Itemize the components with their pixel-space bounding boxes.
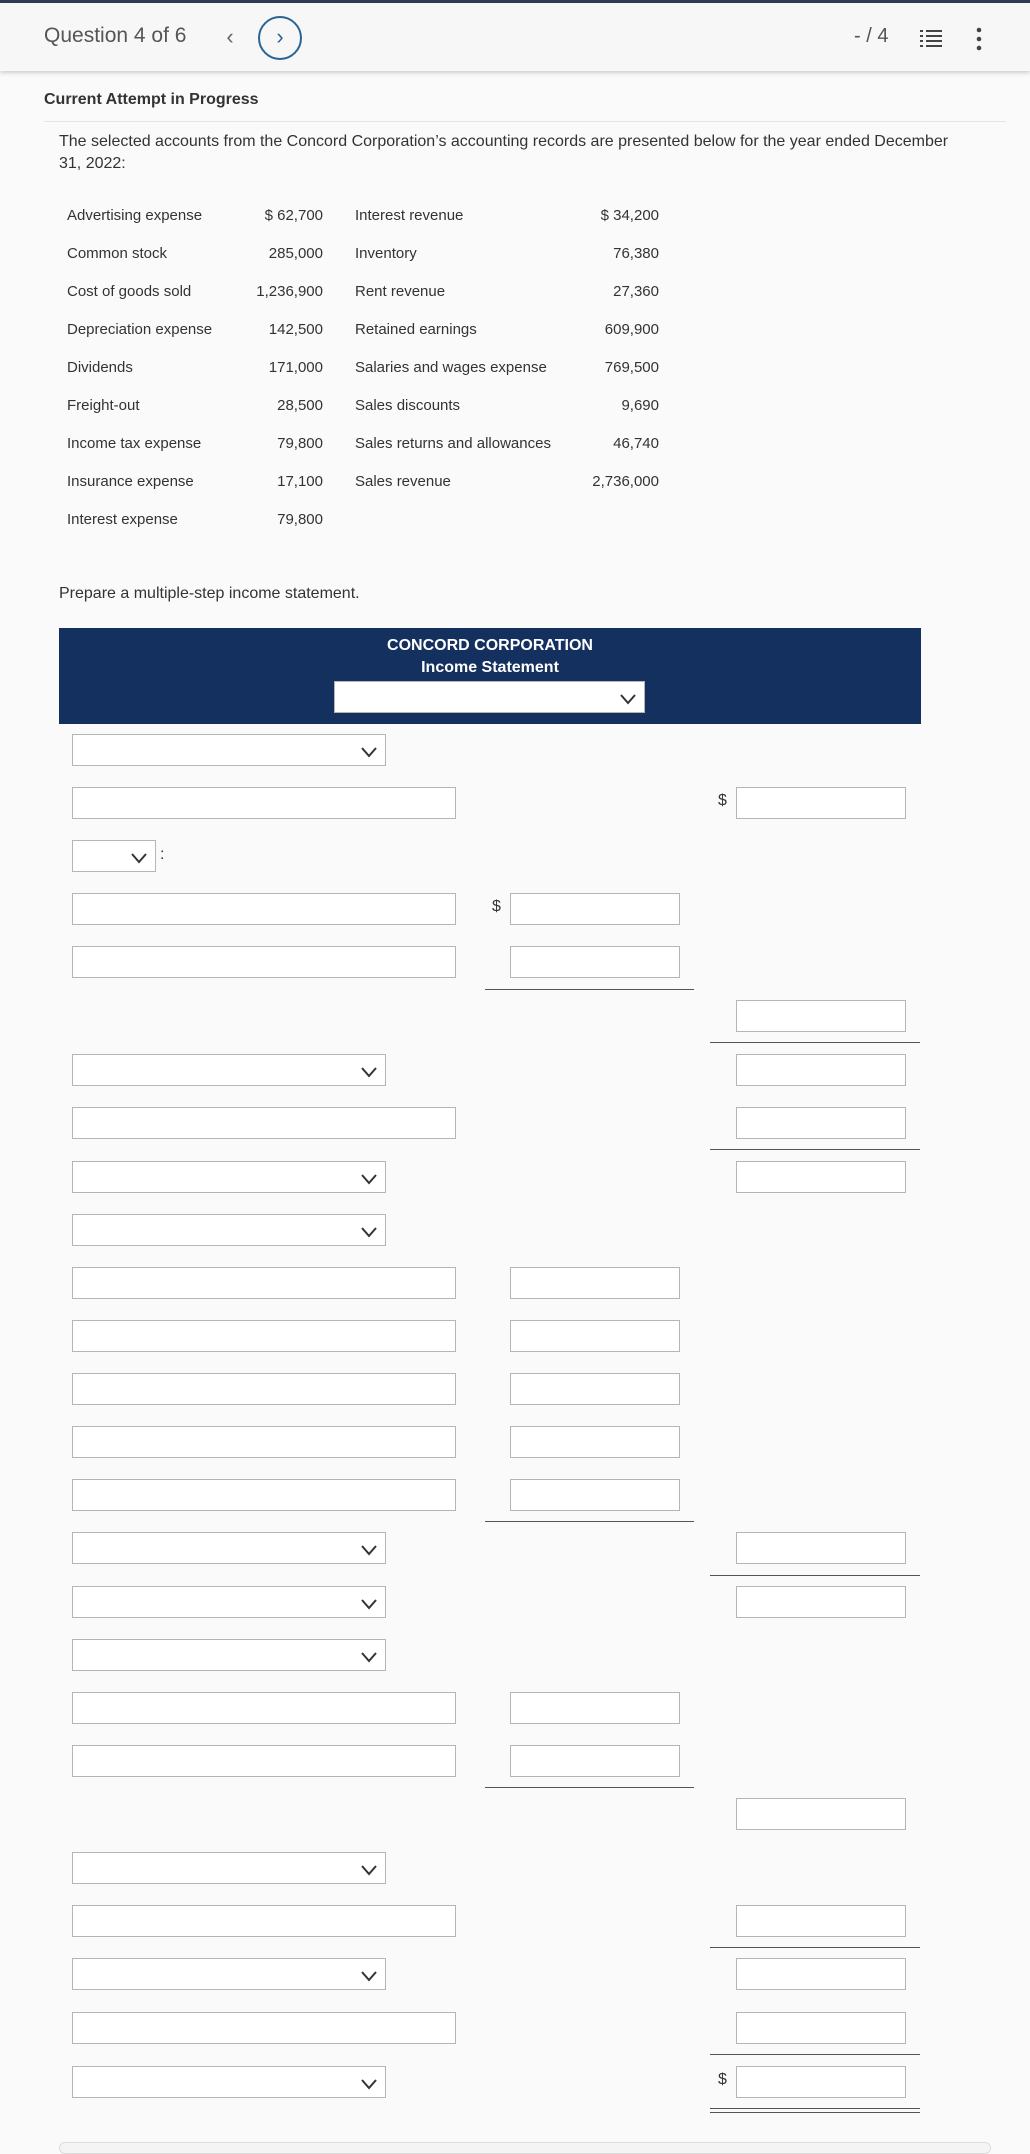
right-account-amount: 76,380 (613, 245, 659, 262)
amount-input[interactable] (510, 1479, 680, 1511)
left-account-amount: $ 62,700 (264, 207, 323, 224)
account-name-input[interactable] (72, 2012, 456, 2044)
right-account-name: Interest revenue (355, 207, 464, 224)
statement-line-dropdown[interactable] (72, 1054, 386, 1086)
total-rule (485, 1521, 694, 1522)
left-account-amount: 17,100 (277, 473, 323, 490)
chevron-down-icon (361, 1969, 377, 1981)
net-income-input[interactable] (736, 2066, 906, 2098)
account-name-input[interactable] (72, 1267, 456, 1299)
currency-symbol: $ (718, 792, 727, 809)
less-label-dropdown[interactable] (72, 840, 156, 872)
company-name: CONCORD CORPORATION (387, 637, 593, 654)
statement-line-dropdown[interactable] (72, 2066, 386, 2098)
account-name-input[interactable] (72, 893, 456, 925)
currency-symbol: $ (492, 898, 501, 915)
statement-line-dropdown[interactable] (72, 1958, 386, 1990)
chevron-down-icon (620, 692, 636, 704)
statement-line-dropdown[interactable] (72, 1586, 386, 1618)
account-name-input[interactable] (72, 1320, 456, 1352)
left-account-name: Dividends (67, 359, 133, 376)
chevron-left-icon: ‹ (226, 24, 234, 49)
total-rule (710, 1149, 920, 1150)
amount-input[interactable] (510, 893, 680, 925)
right-account-amount: 609,900 (604, 321, 659, 338)
amount-total-input[interactable] (736, 787, 906, 819)
account-name-input[interactable] (72, 1745, 456, 1777)
amount-input[interactable] (510, 1426, 680, 1458)
label-colon: : (160, 846, 165, 863)
left-account-amount: 285,000 (268, 245, 323, 262)
amount-input[interactable] (510, 1373, 680, 1405)
total-rule (485, 1787, 694, 1788)
left-account-name: Freight-out (67, 397, 140, 414)
amount-total-input[interactable] (736, 1000, 906, 1032)
chevron-down-icon (361, 1597, 377, 1609)
total-rule (710, 1042, 920, 1043)
amount-total-input[interactable] (736, 1905, 906, 1937)
left-account-name: Depreciation expense (67, 321, 213, 338)
account-name-input[interactable] (72, 1479, 456, 1511)
amount-total-input[interactable] (736, 1958, 906, 1990)
currency-symbol: $ (718, 2071, 727, 2088)
amount-input[interactable] (510, 1320, 680, 1352)
left-account-amount: 1,236,900 (256, 283, 323, 300)
account-name-input[interactable] (72, 787, 456, 819)
chevron-down-icon (361, 1543, 377, 1555)
amount-total-input[interactable] (736, 1161, 906, 1193)
amount-total-input[interactable] (736, 1054, 906, 1086)
question-counter: Question 4 of 6 (44, 24, 187, 47)
account-name-input[interactable] (72, 1692, 456, 1724)
amount-input[interactable] (510, 946, 680, 978)
total-rule (710, 1947, 920, 1948)
right-account-name: Rent revenue (355, 283, 446, 300)
left-account-amount: 142,500 (268, 321, 323, 338)
attempt-status: Current Attempt in Progress (44, 91, 259, 108)
problem-intro: The selected accounts from the Concord Corporation’s accounting records are presented below for the year ended December 31, 2022: (59, 133, 949, 172)
account-name-input[interactable] (72, 1373, 456, 1405)
right-account-amount: 27,360 (613, 283, 659, 300)
amount-total-input[interactable] (736, 1798, 906, 1830)
list-icon[interactable] (920, 29, 942, 49)
divider (44, 121, 1006, 122)
next-question-button[interactable] (258, 16, 302, 60)
amount-total-input[interactable] (736, 2012, 906, 2044)
statement-line-dropdown[interactable] (72, 1852, 386, 1884)
account-name-input[interactable] (72, 1905, 456, 1937)
chevron-down-icon (361, 1065, 377, 1077)
chevron-down-icon (361, 745, 377, 757)
chevron-down-icon (361, 1863, 377, 1875)
left-account-amount: 79,800 (277, 511, 323, 528)
right-account-amount: $ 34,200 (600, 207, 659, 224)
next-section-card (59, 2142, 991, 2154)
more-vert-icon[interactable] (976, 27, 982, 51)
left-account-amount: 79,800 (277, 435, 323, 452)
statement-title: Income Statement (421, 659, 559, 676)
right-account-name: Sales revenue (355, 473, 451, 490)
right-account-name: Retained earnings (355, 321, 477, 338)
statement-line-dropdown[interactable] (72, 1532, 386, 1564)
account-name-input[interactable] (72, 1107, 456, 1139)
left-account-name: Advertising expense (67, 207, 203, 224)
amount-total-input[interactable] (736, 1532, 906, 1564)
chevron-down-icon (361, 2077, 377, 2089)
score-display: - / 4 (854, 25, 889, 47)
left-account-name: Income tax expense (67, 435, 202, 452)
statement-line-dropdown[interactable] (72, 1214, 386, 1246)
right-account-name: Inventory (355, 245, 417, 262)
right-account-amount: 769,500 (604, 359, 659, 376)
amount-total-input[interactable] (736, 1586, 906, 1618)
right-account-name: Salaries and wages expense (355, 359, 547, 376)
question-header (0, 3, 1030, 71)
left-account-name: Insurance expense (67, 473, 194, 490)
statement-line-dropdown[interactable] (72, 1639, 386, 1671)
statement-line-dropdown[interactable] (72, 734, 386, 766)
total-rule (710, 1575, 920, 1576)
instruction-text: Prepare a multiple-step income statement. (59, 585, 360, 602)
chevron-right-icon: › (276, 24, 284, 49)
left-account-amount: 171,000 (268, 359, 323, 376)
statement-line-dropdown[interactable] (72, 1161, 386, 1193)
right-account-amount: 9,690 (621, 397, 659, 414)
account-name-input[interactable] (72, 1426, 456, 1458)
chevron-down-icon (361, 1650, 377, 1662)
right-account-amount: 2,736,000 (592, 473, 659, 490)
amount-total-input[interactable] (736, 1107, 906, 1139)
total-rule (710, 2108, 920, 2109)
chevron-down-icon (361, 1225, 377, 1237)
total-rule (710, 2054, 920, 2055)
amount-input[interactable] (510, 1745, 680, 1777)
left-account-name: Common stock (67, 245, 168, 262)
amount-input[interactable] (510, 1267, 680, 1299)
left-account-name: Interest expense (67, 511, 178, 528)
left-account-amount: 28,500 (277, 397, 323, 414)
previous-question-button[interactable] (218, 23, 242, 51)
right-account-name: Sales discounts (355, 397, 461, 414)
chevron-down-icon (361, 1172, 377, 1184)
right-account-amount: 46,740 (613, 435, 659, 452)
total-rule (710, 2112, 920, 2113)
total-rule (485, 989, 694, 990)
amount-input[interactable] (510, 1692, 680, 1724)
right-account-name: Sales returns and allowances (355, 435, 551, 452)
chevron-down-icon (131, 851, 147, 863)
left-account-name: Cost of goods sold (67, 283, 192, 300)
account-name-input[interactable] (72, 946, 456, 978)
date-period-dropdown[interactable] (334, 681, 645, 713)
